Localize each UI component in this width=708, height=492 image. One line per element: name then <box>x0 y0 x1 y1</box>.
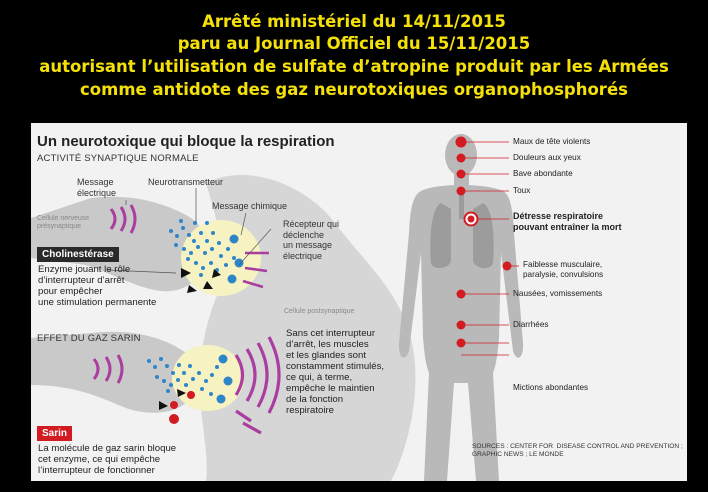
sarin-effect-description: Sans cet interrupteur d’arrêt, les muscles et les glandes sont constamment stimulés, ce qui, à terme, empêche le maintien de la fonction respiratoire <box>286 328 385 416</box>
symptom-muscle-weakness: Faiblesse musculaire, paralysie, convulsions <box>523 260 604 279</box>
cholinesterase-tag: Cholinestérase <box>37 247 119 262</box>
label-postsynaptic-cell: Cellule postsynaptique <box>284 308 355 315</box>
normal-activity-heading: ACTIVITÉ SYNAPTIQUE NORMALE <box>37 153 199 164</box>
symptom-drooling: Bave abondante <box>513 169 573 178</box>
banner-line-4: comme antidote des gaz neurotoxiques organophosphorés <box>80 80 628 99</box>
header-banner <box>0 0 708 122</box>
synapse-glow-sarin <box>172 345 244 411</box>
sarin-description: La molécule de gaz sarin bloque cet enzyme, ce qui empêche l’interrupteur de fonctionner <box>38 443 177 476</box>
symptom-headache: Maux de tête violents <box>513 137 591 146</box>
symptom-urination: Mictions abondantes <box>513 383 589 392</box>
label-presynaptic-cell: Cellule nerveuse présynaptique <box>37 215 90 230</box>
label-neurotransmitter: Neurotransmetteur <box>148 177 224 187</box>
symptom-diarrhea: Diarrhées <box>513 320 549 329</box>
infographic-panel <box>31 123 687 481</box>
label-receptor: Récepteur qui déclenche un message électrique <box>283 219 340 261</box>
human-silhouette <box>399 134 523 481</box>
banner-line-1: Arrêté ministériel du 14/11/2015 <box>202 12 506 31</box>
symptom-cough: Toux <box>513 186 531 195</box>
sarin-effect-heading: EFFET DU GAZ SARIN <box>37 333 141 344</box>
label-electric-message: Message électrique <box>77 177 117 198</box>
symptom-eye-pain: Douleurs aux yeux <box>513 153 581 162</box>
label-chemical-message: Message chimique <box>212 201 288 211</box>
cholinesterase-description: Enzyme jouant le rôle d’interrupteur d’arrêt pour empêcher une stimulation permanente <box>38 264 157 308</box>
diagram-title: Un neurotoxique qui bloque la respiration <box>37 133 335 150</box>
symptom-respiratory-distress: Détresse respiratoire pouvant entraîner la mort <box>513 211 622 232</box>
banner-line-3: autorisant l’utilisation de sulfate d’atropine produit par les Armées <box>39 57 669 76</box>
sources-credit: SOURCES : CENTER FOR DISEASE CONTROL AND PREVENTION ; GRAPHIC NEWS ; LE MONDE <box>472 443 683 458</box>
banner-line-2: paru au Journal Officiel du 15/11/2015 <box>177 34 531 53</box>
symptom-nausea: Nausées, vomissements <box>513 289 603 298</box>
sarin-tag: Sarin <box>37 426 72 441</box>
